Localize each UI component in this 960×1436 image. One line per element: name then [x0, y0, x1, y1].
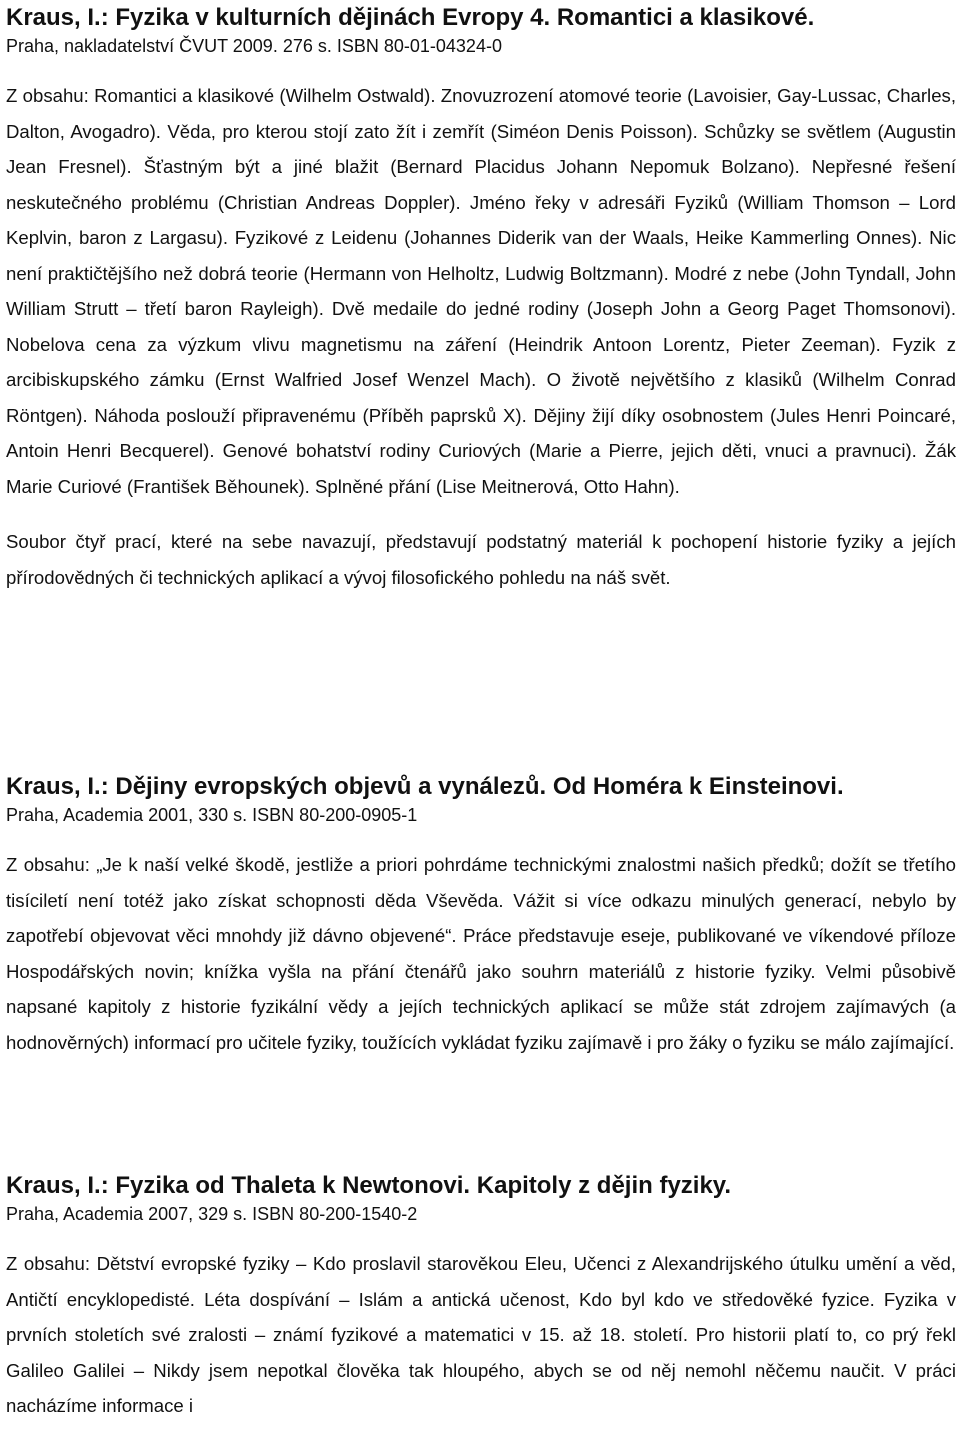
- book-publication-info: Praha, nakladatelství ČVUT 2009. 276 s. ISBN 80-01-04324-0: [6, 36, 502, 56]
- book-publication-info: Praha, Academia 2007, 329 s. ISBN 80-200-1540-2: [6, 1204, 418, 1224]
- book-title: Kraus, I.: Dějiny evropských objevů a vynálezů. Od Homéra k Einsteinovi.: [6, 773, 844, 800]
- book-publication-info: Praha, Academia 2001, 330 s. ISBN 80-200-0905-1: [6, 805, 418, 825]
- book-title: Kraus, I.: Fyzika v kulturních dějinách Evropy 4. Romantici a klasikové.: [6, 4, 815, 31]
- book-entry-fyzika-od-thaleta: [6, 1170, 956, 1424]
- book-contents: Z obsahu: „Je k naší velké škodě, jestliže a priori pohrdáme technickými znalostmi našich předků; dožít se třetího tisíciletí není totéž jako získat schopnosti děda Vševěda. Vážit si více odkazu minulých generací, nebylo by zapotřebí objevovat věci mnohdy již dávno objevené“. Práce představuje eseje, publikované ve víkendové příloze Hospodářských novin; knížka vyšla na přání čtenářů jako souhrn materiálů z historie fyziky. Velmi působivě napsané kapitoly z historie fyzikální vědy a jejích technických aplikací se může stát zdrojem zajímavých (a hodnověrných) informací pro učitele fyziky, toužících vykládat fyziku zajímavě i pro žáky o fyziku se málo zajímající.: [6, 854, 956, 1053]
- book-entry-dejiny-evropskych-objevu: [6, 771, 956, 1060]
- book-contents: Z obsahu: Dětství evropské fyziky – Kdo proslavil starověkou Eleu, Učenci z Alexandrijského útulku umění a věd, Antičtí encyklopedisté. Léta dospívání – Islám a antická učenost, Kdo byl kdo ve středověké fyzice. Fyzika v prvních stoletích své zralosti – známí fyzikové a matematici v 15. až 18. století. Pro historii platí to, co prý řekl Galileo Galilei – Nikdy jsem nepotkal člověka tak hloupého, abych se od něj nemohl něčemu naučit. V práci nacházíme informace i: [6, 1253, 956, 1416]
- book-contents: Z obsahu: Romantici a klasikové (Wilhelm Ostwald). Znovuzrození atomové teorie (Lavoisier, Gay-Lussac, Charles, Dalton, Avogadro). Věda, pro kterou stojí zato žít i zemřít (Siméon Denis Poisson). Schůzky se světlem (Augustin Jean Fresnel). Šťastným být a jiné blažit (Bernard Placidus Johann Nepomuk Bolzano). Nepřesné řešení neskutečného problému (Christian Andreas Doppler). Jméno řeky v adresáři Fyziků (William Thomson – Lord Keplvin, baron z Largasu). Fyzikové z Leidenu (Johannes Diderik van der Waals, Heike Kammerling Onnes). Nic není praktičtějšího než dobrá teorie (Hermann von Helholtz, Ludwig Boltzmann). Modré z nebe (John Tyndall, John William Strutt – třetí baron Rayleigh). Dvě medaile do jedné rodiny (Joseph John a Georg Paget Thomsonovi). Nobelova cena za výzkum vlivu magnetismu na záření (Heindrik Antoon Lorentz, Pieter Zeeman). Fyzik z arcibiskupského zámku (Ernst Walfried Josef Wenzel Mach). O životě největšího z klasiků (Wilhelm Conrad Röntgen). Náhoda poslouží připravenému (Příběh paprsků X). Dějiny žijí díky osobnostem (Jules Henri Poincaré, Antoin Henri Becquerel). Genové bohatství rodiny Curiových (Marie a Pierre, jejich děti, vnuci a pravnuci). Žák Marie Curiové (František Běhounek). Splněné přání (Lise Meitnerová, Otto Hahn).: [6, 85, 956, 497]
- book-title: Kraus, I.: Fyzika od Thaleta k Newtonovi. Kapitoly z dějin fyziky.: [6, 1172, 732, 1199]
- book-entry-fyzika-v-kulturnich-dejinach: [6, 2, 956, 595]
- book-description: Soubor čtyř prací, které na sebe navazují, představují podstatný materiál k pochopení historie fyziky a jejích přírodovědných či technických aplikací a vývoj filosofického pohledu na náš svět.: [6, 531, 956, 588]
